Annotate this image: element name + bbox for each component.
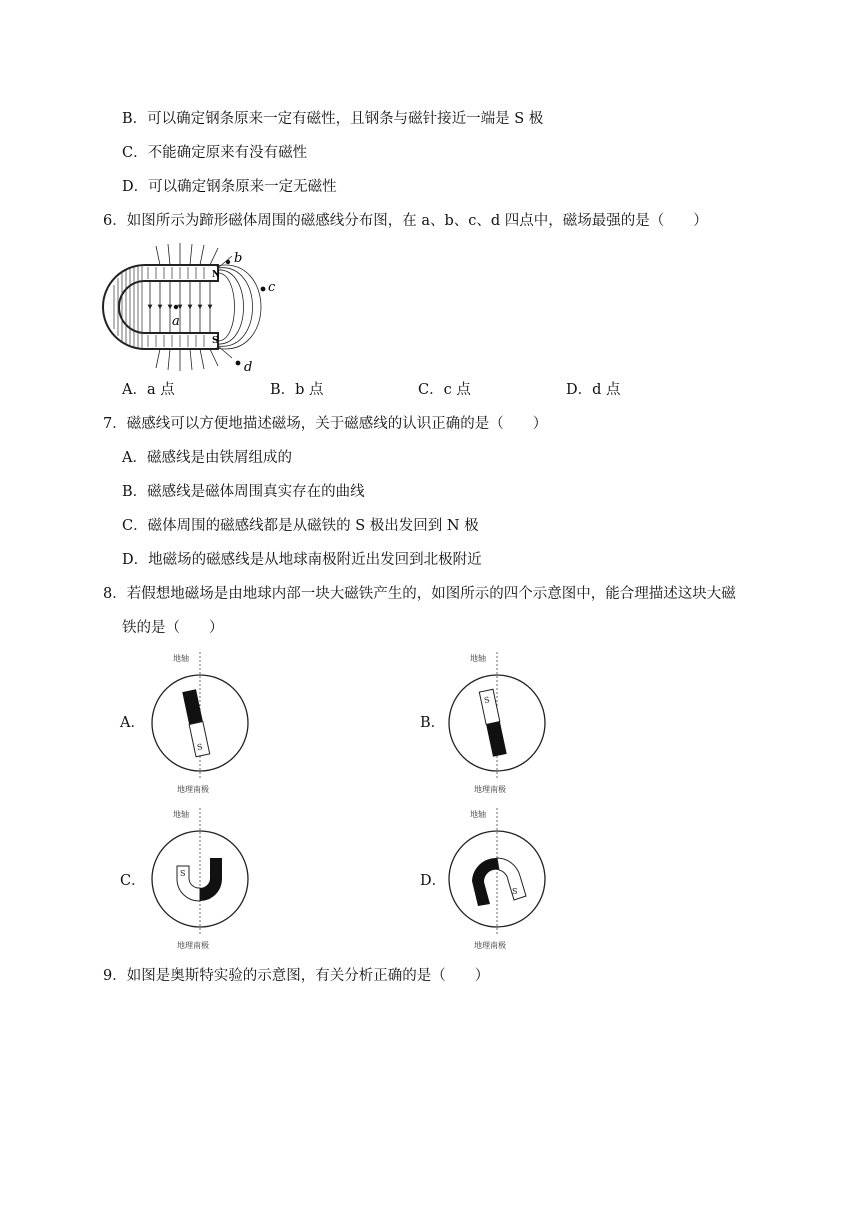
axis-label: 地轴 (173, 810, 189, 819)
bar-magnet (479, 689, 506, 756)
q9-stem: 9．如图是奥斯特实验的示意图，有关分析正确的是（ ） (103, 968, 490, 984)
q8-stem-line1: 8．若假想地磁场是由地球内部一块大磁铁产生的，如图所示的四个示意图中，能合理描述这块大磁 (103, 586, 736, 602)
q7-option-c: C．磁体周围的磁感线都是从磁铁的 S 极出发回到 N 极 (122, 518, 479, 534)
q7-stem: 7．磁感线可以方便地描述磁场，关于磁感线的认识正确的是（ ） (103, 416, 548, 432)
q7-option-a: A．磁感线是由铁屑组成的 (122, 450, 292, 466)
svg-text:S: S (180, 869, 186, 878)
q6-option-d: D．d 点 (566, 382, 621, 398)
pole-label: 地理南极 (474, 785, 506, 794)
q7-option-d: D．地磁场的磁感线是从地球南极附近出发回到北极附近 (122, 552, 482, 568)
q8-figure-c (145, 806, 255, 954)
q6-stem: 6．如图所示为蹄形磁体周围的磁感线分布图，在 a、b、c、d 四点中，磁场最强的是（ ） (103, 213, 708, 229)
q8-stem-line2: 铁的是（ ） (122, 620, 224, 636)
svg-text:S: S (483, 695, 491, 706)
q5-option-d: D．可以确定钢条原来一定无磁性 (122, 179, 337, 195)
q8-figure-d (442, 806, 552, 954)
q6-option-b: B．b 点 (270, 382, 324, 398)
q6-option-c: C．c 点 (418, 382, 471, 398)
q5-option-b: B．可以确定钢条原来一定有磁性，且钢条与磁针接近一端是 S 极 (122, 111, 544, 127)
q5-option-c: C．不能确定原来有没有磁性 (122, 145, 308, 161)
pole-n-label: N (212, 270, 221, 280)
point-b (226, 260, 230, 264)
pole-label: 地理南极 (474, 941, 506, 950)
point-d-label: d (244, 360, 253, 375)
horseshoe-magnet (472, 858, 526, 906)
horseshoe-magnet (103, 265, 221, 349)
q6-option-a: A．a 点 (122, 382, 175, 398)
point-c-label: c (268, 280, 276, 295)
point-c (261, 287, 266, 292)
q8-label-c: C． (120, 873, 146, 889)
horseshoe-magnet (177, 858, 222, 901)
svg-text:S: S (196, 742, 204, 753)
bar-magnet (182, 689, 209, 756)
point-a-label: a (172, 314, 180, 329)
pole-s-label: S (212, 336, 219, 346)
point-a (174, 305, 178, 309)
horseshoe-magnet-field-figure (100, 240, 290, 375)
q8-figure-a (145, 650, 255, 798)
axis-label: 地轴 (470, 654, 486, 663)
axis-label: 地轴 (173, 654, 189, 663)
q8-label-a: A． (120, 715, 145, 731)
axis-label: 地轴 (470, 810, 486, 819)
q8-label-b: B． (420, 715, 446, 731)
svg-text:S: S (512, 887, 518, 896)
point-b-label: b (234, 251, 243, 266)
q7-option-b: B．磁感线是磁体周围真实存在的曲线 (122, 484, 365, 500)
pole-label: 地理南极 (177, 941, 209, 950)
q8-figure-b (442, 650, 552, 798)
point-d (236, 361, 241, 366)
q8-label-d: D． (420, 873, 447, 889)
pole-label: 地理南极 (177, 785, 209, 794)
